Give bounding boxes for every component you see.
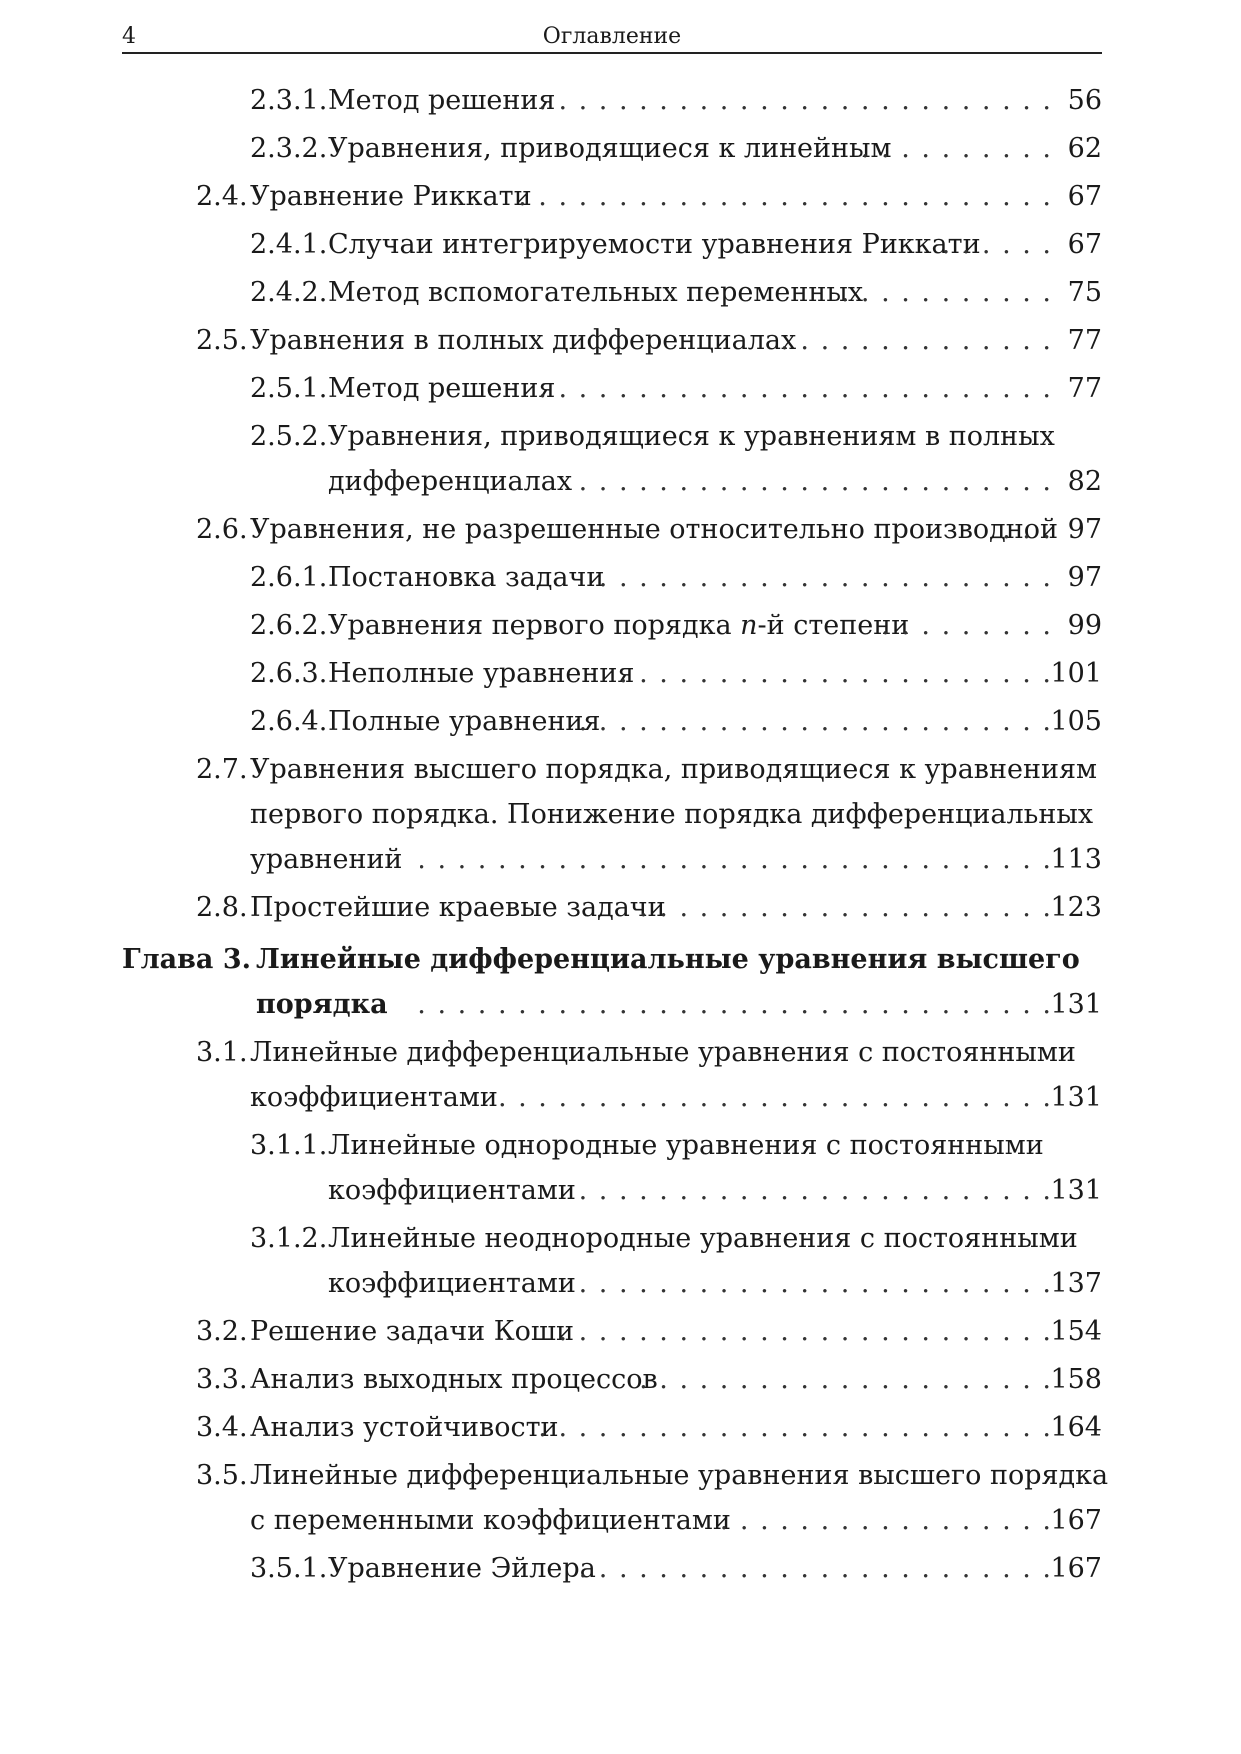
leader-dots — [930, 222, 1051, 267]
leader-dots — [405, 982, 1051, 1027]
leader-dots — [560, 1309, 1051, 1354]
toc-entry-number: 2.4.2. — [250, 277, 328, 308]
chapter-title-line-1: Линейные дифференциальные уравнения высшего — [256, 944, 1080, 975]
toc-entry-2-7[interactable] — [0, 747, 1241, 885]
toc-entry-2-6-2[interactable] — [0, 603, 1241, 651]
toc-entry-title: Метод решения — [328, 373, 556, 404]
toc-entry-title: Уравнение Эйлера — [328, 1553, 596, 1584]
toc-entry-page: 56 — [1067, 85, 1102, 116]
toc-entry-title: Метод решения — [328, 85, 556, 116]
leader-dots — [580, 1546, 1051, 1591]
leader-dots — [850, 126, 1051, 171]
toc-entry-page: 113 — [1050, 844, 1102, 875]
toc-entry-2-5-2[interactable] — [0, 414, 1241, 507]
leader-dots — [570, 1168, 1051, 1213]
toc-entry-title-line-1: Уравнения, приводящиеся к уравнениям в полных — [328, 421, 1055, 452]
toc-entry-2-3-1[interactable] — [0, 78, 1241, 126]
toc-entry-number: 2.6. — [196, 514, 248, 545]
toc-entry-3-5[interactable] — [0, 1453, 1241, 1546]
leader-dots — [715, 1498, 1051, 1543]
toc-entry-title-line-2: с переменными коэффициентами — [250, 1505, 731, 1536]
leader-dots — [590, 555, 1051, 600]
toc-entry-page: 97 — [1067, 514, 1102, 545]
toc-entry-title: Уравнения в полных дифференциалах — [250, 325, 797, 356]
leader-dots — [570, 1261, 1051, 1306]
toc-entry-page: 101 — [1050, 658, 1102, 689]
toc-entry-number: 2.3.1. — [250, 85, 328, 116]
toc-entry-number: 3.3. — [196, 1364, 248, 1395]
leader-dots — [565, 459, 1051, 504]
toc-entry-number: 2.4. — [196, 181, 248, 212]
toc-chapter-3[interactable] — [0, 937, 1241, 1030]
toc-entry-number: 3.4. — [196, 1412, 248, 1443]
toc-entry-title: Неполные уравнения — [328, 658, 635, 689]
leader-dots — [770, 318, 1051, 363]
toc-entry-page: 105 — [1050, 706, 1102, 737]
leader-dots — [990, 507, 1051, 552]
toc-entry-number: 3.5.1. — [250, 1553, 328, 1584]
toc-entry-page: 167 — [1050, 1505, 1102, 1536]
leader-dots — [540, 78, 1051, 123]
toc-entry-title-line-2: коэффициентами — [328, 1268, 576, 1299]
toc-entry-3-2[interactable] — [0, 1309, 1241, 1357]
toc-entry-2-6-4[interactable] — [0, 699, 1241, 747]
page-number: 4 — [122, 24, 136, 49]
toc-entry-2-3-2[interactable] — [0, 126, 1241, 174]
toc-entry-3-1-2[interactable] — [0, 1216, 1241, 1309]
toc-entry-2-5-1[interactable] — [0, 366, 1241, 414]
toc-entry-page: 67 — [1067, 229, 1102, 260]
toc-entry-title: Случаи интегрируемости уравнения Риккати — [328, 229, 981, 260]
toc-entry-number: 2.4.1. — [250, 229, 328, 260]
toc-entry-3-3[interactable] — [0, 1357, 1241, 1405]
toc-entry-page: 97 — [1067, 562, 1102, 593]
toc-entry-title: Постановка задачи — [328, 562, 605, 593]
toc-entry-title-line-2: коэффициентами — [250, 1082, 498, 1113]
leader-dots — [830, 270, 1051, 315]
toc-entry-number: 3.1.1. — [250, 1130, 328, 1161]
toc-entry-3-1[interactable] — [0, 1030, 1241, 1123]
toc-entry-number: 2.3.2. — [250, 133, 328, 164]
toc-entry-number: 2.8. — [196, 892, 248, 923]
toc-entry-3-1-1[interactable] — [0, 1123, 1241, 1216]
toc-entry-title: Уравнение Риккати — [250, 181, 532, 212]
toc-entry-title-line-1: Линейные дифференциальные уравнения с постоянными — [250, 1037, 1076, 1068]
toc-entry-number: 3.1.2. — [250, 1223, 328, 1254]
toc-entry-page: 158 — [1050, 1364, 1102, 1395]
toc-entry-2-4[interactable] — [0, 174, 1241, 222]
toc-entry-page: 123 — [1050, 892, 1102, 923]
toc-entry-2-8[interactable] — [0, 885, 1241, 933]
toc-entry-page: 131 — [1050, 989, 1102, 1020]
toc-entry-title: Анализ выходных процессов — [250, 1364, 658, 1395]
toc-entry-title-line-3: уравнений — [250, 844, 403, 875]
toc-entry-page: 137 — [1050, 1268, 1102, 1299]
toc-entry-2-4-1[interactable] — [0, 222, 1241, 270]
toc-entry-title-line-1: Линейные неоднородные уравнения с постоянными — [328, 1223, 1078, 1254]
toc-entry-page: 77 — [1067, 373, 1102, 404]
toc-entry-title: Решение задачи Коши — [250, 1316, 574, 1347]
toc-entry-number: 2.6.1. — [250, 562, 328, 593]
leader-dots — [540, 366, 1051, 411]
toc-entry-number: 3.1. — [196, 1037, 248, 1068]
toc-entry-title-line-2: коэффициентами — [328, 1175, 576, 1206]
table-of-contents — [0, 78, 1241, 1594]
toc-entry-3-5-1[interactable] — [0, 1546, 1241, 1594]
toc-entry-number: 2.6.4. — [250, 706, 328, 737]
toc-entry-page: 67 — [1067, 181, 1102, 212]
toc-entry-page: 77 — [1067, 325, 1102, 356]
chapter-number: Глава 3. — [122, 944, 252, 975]
toc-entry-page: 154 — [1050, 1316, 1102, 1347]
toc-entry-2-6-3[interactable] — [0, 651, 1241, 699]
leader-dots — [540, 1405, 1051, 1450]
toc-entry-2-4-2[interactable] — [0, 270, 1241, 318]
leader-dots — [520, 174, 1051, 219]
toc-entry-2-5[interactable] — [0, 318, 1241, 366]
toc-entry-title: Метод вспомогательных переменных — [328, 277, 864, 308]
running-header — [122, 20, 1102, 54]
toc-entry-number: 2.5.1. — [250, 373, 328, 404]
toc-entry-title-line-1: Уравнения высшего порядка, приводящиеся к уравнениям — [250, 754, 1098, 785]
toc-entry-page: 131 — [1050, 1175, 1102, 1206]
leader-dots — [610, 651, 1051, 696]
toc-entry-page: 75 — [1067, 277, 1102, 308]
toc-entry-page: 99 — [1067, 610, 1102, 641]
toc-entry-number: 2.6.2. — [250, 610, 328, 641]
toc-entry-page: 82 — [1067, 466, 1102, 497]
toc-entry-2-6[interactable] — [0, 507, 1241, 555]
toc-entry-title: Уравнения, не разрешенные относительно производной — [250, 514, 1059, 545]
toc-entry-number: 2.7. — [196, 754, 248, 785]
toc-entry-title: Анализ устойчивости — [250, 1412, 559, 1443]
toc-entry-title: Уравнения первого порядка n-й степени — [328, 610, 910, 641]
toc-entry-title: Простейшие краевые задачи — [250, 892, 666, 923]
toc-entry-page: 131 — [1050, 1082, 1102, 1113]
toc-entry-number: 3.2. — [196, 1316, 248, 1347]
toc-entry-3-4[interactable] — [0, 1405, 1241, 1453]
toc-entry-page: 62 — [1067, 133, 1102, 164]
leader-dots — [420, 837, 1051, 882]
leader-dots — [580, 699, 1051, 744]
toc-entry-number: 2.5.2. — [250, 421, 328, 452]
toc-entry-title: Уравнения, приводящиеся к линейным — [328, 133, 892, 164]
toc-entry-title-line-1: Линейные однородные уравнения с постоянными — [328, 1130, 1044, 1161]
running-title: Оглавление — [542, 24, 682, 49]
toc-entry-page: 167 — [1050, 1553, 1102, 1584]
toc-entry-number: 2.5. — [196, 325, 248, 356]
leader-dots — [630, 885, 1051, 930]
toc-entry-number: 2.6.3. — [250, 658, 328, 689]
toc-entry-number: 3.5. — [196, 1460, 248, 1491]
toc-entry-title-line-2: дифференциалах — [328, 466, 573, 497]
leader-dots — [630, 1357, 1051, 1402]
toc-entry-title-line-1: Линейные дифференциальные уравнения высшего порядка — [250, 1460, 1109, 1491]
toc-entry-title-line-2: первого порядка. Понижение порядка дифференциальных — [250, 799, 1094, 830]
toc-entry-2-6-1[interactable] — [0, 555, 1241, 603]
toc-entry-title: Полные уравнения — [328, 706, 601, 737]
leader-dots — [495, 1075, 1051, 1120]
leader-dots — [870, 603, 1051, 648]
chapter-title-line-2: порядка — [256, 989, 388, 1020]
toc-entry-page: 164 — [1050, 1412, 1102, 1443]
